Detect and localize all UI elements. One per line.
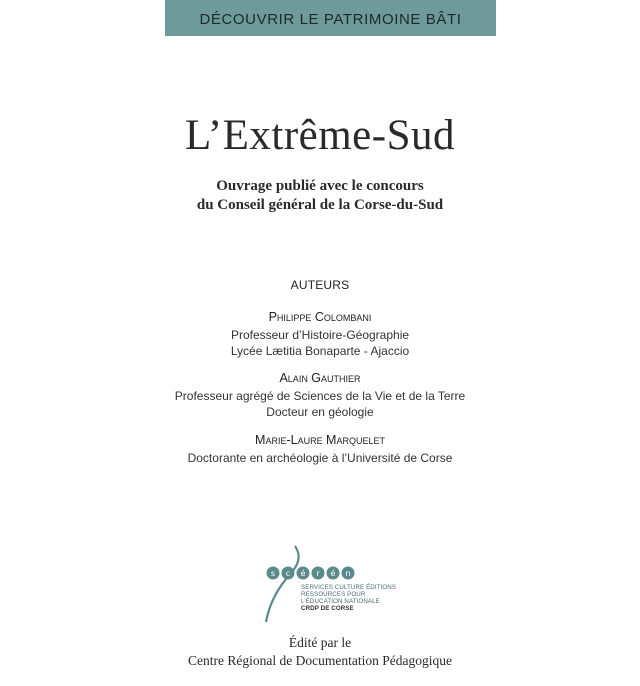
- author-block-2: [0, 370, 640, 420]
- author-name: Alain Gauthier: [279, 371, 361, 385]
- author-affiliation: Lycée Lætitia Bonaparte - Ajaccio: [230, 344, 410, 358]
- logo-caption-line: RESSOURCES POUR: [301, 591, 366, 598]
- logo-caption: [301, 584, 396, 612]
- author-role: Professeur agrégé de Sciences de la Vie et de la Terre: [174, 389, 466, 403]
- authors-heading: AUTEURS: [290, 278, 350, 292]
- author-name: Philippe Colombani: [268, 310, 372, 324]
- svg-text:é: é: [300, 569, 306, 578]
- series-banner: [165, 0, 496, 36]
- logo-caption-line: SERVICES CULTURE ÉDITIONS: [301, 584, 397, 591]
- book-title: L’Extrême-Sud: [184, 112, 456, 159]
- author-role: Professeur d’Histoire-Géographie: [230, 328, 410, 342]
- svg-text:n: n: [345, 569, 351, 578]
- author-block-3: [0, 432, 640, 466]
- series-banner-text: DÉCOUVRIR LE PATRIMOINE BÂTI: [199, 10, 462, 28]
- book-subtitle: [0, 177, 640, 215]
- author-role: Doctorante en archéologie à l’Université de Corse: [187, 451, 453, 465]
- author-name: Marie-Laure Marquelet: [255, 433, 385, 447]
- editor-line-2: Centre Régional de Documentation Pédagogique: [188, 653, 452, 668]
- subtitle-line-1: Ouvrage publié avec le concours: [216, 178, 424, 194]
- author-block-1: [0, 309, 640, 359]
- logo-crdp: CRDP DE CORSE: [301, 605, 354, 612]
- svg-text:é: é: [330, 569, 336, 578]
- svg-text:s: s: [270, 569, 276, 578]
- editor-credit: [0, 634, 640, 670]
- svg-text:r: r: [316, 569, 320, 578]
- svg-text:c: c: [285, 569, 291, 578]
- subtitle-line-2: du Conseil général de la Corse-du-Sud: [196, 197, 444, 213]
- editor-line-1: Édité par le: [288, 635, 352, 650]
- logo-caption-line: L’ÉDUCATION NATIONALE: [301, 598, 380, 605]
- author-affiliation: Docteur en géologie: [266, 405, 374, 419]
